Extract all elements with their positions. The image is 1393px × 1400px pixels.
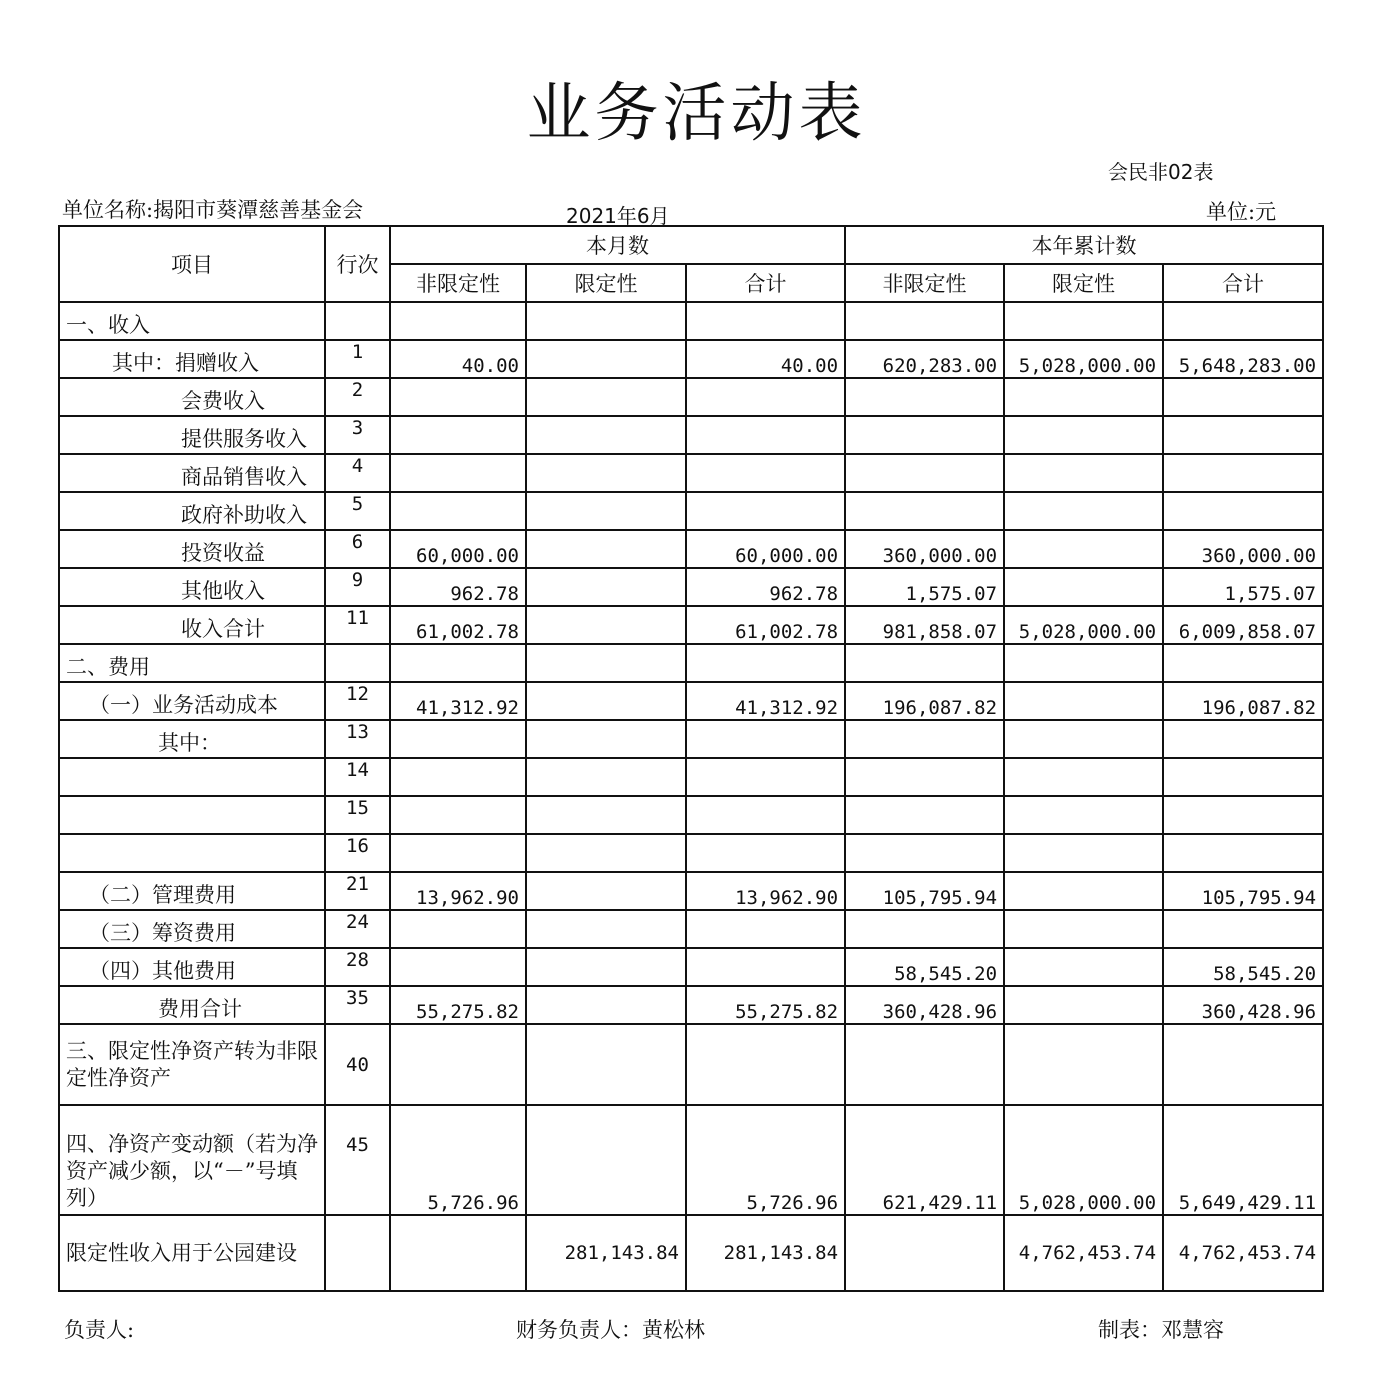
- cell-ytd-unrestricted: [845, 834, 1004, 872]
- cell-ytd-total: 5,649,429.11: [1163, 1105, 1323, 1215]
- row-number: 1: [325, 340, 390, 378]
- table-row: [59, 682, 1323, 720]
- row-item-label: [59, 796, 325, 834]
- cell-ytd-restricted: [1004, 1024, 1163, 1105]
- table-row: [59, 378, 1323, 416]
- cell-ytd-total: [1163, 644, 1323, 682]
- cell-ytd-total: 360,000.00: [1163, 530, 1323, 568]
- cell-month-total: 41,312.92: [686, 682, 845, 720]
- cell-ytd-unrestricted: [845, 796, 1004, 834]
- row-item-label: 二、费用: [59, 644, 325, 682]
- cell-month-unrestricted: [390, 834, 526, 872]
- row-number: 5: [325, 492, 390, 530]
- cell-ytd-restricted: 5,028,000.00: [1004, 340, 1163, 378]
- row-item-label: 商品销售收入: [59, 454, 325, 492]
- table-row: [59, 302, 1323, 340]
- cell-month-unrestricted: 60,000.00: [390, 530, 526, 568]
- table-row: [59, 340, 1323, 378]
- cell-ytd-restricted: 4,762,453.74: [1004, 1215, 1163, 1291]
- row-number: 11: [325, 606, 390, 644]
- row-item-label: 收入合计: [59, 606, 325, 644]
- header-row-no: 行次: [325, 226, 390, 302]
- row-number: 16: [325, 834, 390, 872]
- cell-month-restricted: 281,143.84: [526, 1215, 686, 1291]
- cell-ytd-total: 1,575.07: [1163, 568, 1323, 606]
- row-number: 6: [325, 530, 390, 568]
- row-number: 40: [325, 1024, 390, 1105]
- cell-ytd-restricted: [1004, 910, 1163, 948]
- cell-ytd-restricted: [1004, 872, 1163, 910]
- cell-ytd-total: [1163, 1024, 1323, 1105]
- cell-ytd-total: 4,762,453.74: [1163, 1215, 1323, 1291]
- cell-month-unrestricted: 13,962.90: [390, 872, 526, 910]
- cell-month-unrestricted: [390, 948, 526, 986]
- cell-ytd-unrestricted: [845, 1024, 1004, 1105]
- cell-ytd-restricted: [1004, 948, 1163, 986]
- row-item-label: 投资收益: [59, 530, 325, 568]
- activity-table: [58, 225, 1324, 1292]
- row-number: 9: [325, 568, 390, 606]
- cell-ytd-restricted: [1004, 416, 1163, 454]
- cell-month-total: [686, 302, 845, 340]
- table-row: [59, 834, 1323, 872]
- cell-month-total: [686, 948, 845, 986]
- cell-ytd-total: [1163, 834, 1323, 872]
- cell-ytd-restricted: 5,028,000.00: [1004, 606, 1163, 644]
- cell-month-unrestricted: [390, 454, 526, 492]
- row-item-label: 费用合计: [59, 986, 325, 1024]
- cell-month-unrestricted: 5,726.96: [390, 1105, 526, 1215]
- cell-month-restricted: [526, 1024, 686, 1105]
- cell-month-restricted: [526, 986, 686, 1024]
- table-row: [59, 758, 1323, 796]
- table-row: [59, 1024, 1323, 1105]
- table-row: [59, 948, 1323, 986]
- row-number: 24: [325, 910, 390, 948]
- cell-month-unrestricted: [390, 302, 526, 340]
- cell-ytd-restricted: [1004, 378, 1163, 416]
- row-number: 14: [325, 758, 390, 796]
- cell-ytd-restricted: 5,028,000.00: [1004, 1105, 1163, 1215]
- cell-month-unrestricted: [390, 758, 526, 796]
- cell-month-restricted: [526, 644, 686, 682]
- row-item-label: 政府补助收入: [59, 492, 325, 530]
- cell-ytd-unrestricted: 58,545.20: [845, 948, 1004, 986]
- cell-month-total: [686, 910, 845, 948]
- table-row: [59, 606, 1323, 644]
- cell-month-total: [686, 1024, 845, 1105]
- row-number: 35: [325, 986, 390, 1024]
- table-row: [59, 492, 1323, 530]
- report-period: 2021年6月: [566, 204, 670, 228]
- cell-month-unrestricted: [390, 910, 526, 948]
- cell-ytd-restricted: [1004, 302, 1163, 340]
- header-ytd-unrestricted: 非限定性: [845, 264, 1004, 302]
- row-number: [325, 302, 390, 340]
- cell-month-total: [686, 492, 845, 530]
- row-number: 15: [325, 796, 390, 834]
- cell-month-total: [686, 834, 845, 872]
- cell-ytd-restricted: [1004, 682, 1163, 720]
- cell-month-total: [686, 720, 845, 758]
- cell-month-restricted: [526, 454, 686, 492]
- cell-month-total: [686, 758, 845, 796]
- header-ytd-group: 本年累计数: [845, 226, 1323, 264]
- cell-ytd-total: [1163, 720, 1323, 758]
- cell-ytd-unrestricted: [845, 492, 1004, 530]
- cell-ytd-total: [1163, 910, 1323, 948]
- preparer: 制表：邓慧容: [1098, 1318, 1224, 1342]
- row-item-label: 会费收入: [59, 378, 325, 416]
- cell-month-unrestricted: 962.78: [390, 568, 526, 606]
- cell-month-restricted: [526, 796, 686, 834]
- cell-month-total: 55,275.82: [686, 986, 845, 1024]
- cell-month-total: [686, 378, 845, 416]
- cell-ytd-unrestricted: [845, 720, 1004, 758]
- cell-ytd-total: [1163, 796, 1323, 834]
- cell-month-total: 61,002.78: [686, 606, 845, 644]
- row-item-label: 其中：: [59, 720, 325, 758]
- cell-month-restricted: [526, 948, 686, 986]
- cell-month-restricted: [526, 302, 686, 340]
- cell-month-unrestricted: [390, 1024, 526, 1105]
- cell-ytd-total: [1163, 302, 1323, 340]
- row-item-label: [59, 758, 325, 796]
- header-ytd-restricted: 限定性: [1004, 264, 1163, 302]
- cell-month-total: 962.78: [686, 568, 845, 606]
- cell-ytd-restricted: [1004, 492, 1163, 530]
- cell-month-unrestricted: [390, 378, 526, 416]
- cell-ytd-unrestricted: [845, 454, 1004, 492]
- row-item-label: 一、收入: [59, 302, 325, 340]
- table-row: [59, 796, 1323, 834]
- cell-ytd-restricted: [1004, 796, 1163, 834]
- row-item-label: （三）筹资费用: [59, 910, 325, 948]
- cell-ytd-unrestricted: 360,428.96: [845, 986, 1004, 1024]
- form-code: 会民非02表: [1108, 160, 1214, 184]
- cell-month-total: 60,000.00: [686, 530, 845, 568]
- header-month-group: 本月数: [390, 226, 845, 264]
- cell-ytd-restricted: [1004, 454, 1163, 492]
- row-item-label: 其他收入: [59, 568, 325, 606]
- cell-month-total: 281,143.84: [686, 1215, 845, 1291]
- finance-head: 财务负责人：黄松林: [516, 1318, 705, 1342]
- cell-ytd-unrestricted: 620,283.00: [845, 340, 1004, 378]
- cell-month-unrestricted: 55,275.82: [390, 986, 526, 1024]
- cell-ytd-unrestricted: [845, 302, 1004, 340]
- cell-ytd-total: 5,648,283.00: [1163, 340, 1323, 378]
- cell-ytd-restricted: [1004, 644, 1163, 682]
- header-month-unrestricted: 非限定性: [390, 264, 526, 302]
- cell-month-restricted: [526, 416, 686, 454]
- cell-ytd-unrestricted: [845, 644, 1004, 682]
- cell-ytd-total: 196,087.82: [1163, 682, 1323, 720]
- cell-ytd-total: [1163, 416, 1323, 454]
- table-row: [59, 872, 1323, 910]
- row-item-label: （四）其他费用: [59, 948, 325, 986]
- cell-ytd-restricted: [1004, 568, 1163, 606]
- cell-month-total: [686, 416, 845, 454]
- header-ytd-total: 合计: [1163, 264, 1323, 302]
- row-item-label: （一）业务活动成本: [59, 682, 325, 720]
- cell-month-unrestricted: 40.00: [390, 340, 526, 378]
- table-row: [59, 720, 1323, 758]
- cell-ytd-total: [1163, 758, 1323, 796]
- unit-name: 单位名称:揭阳市葵潭慈善基金会: [62, 198, 364, 222]
- table-row: [59, 910, 1323, 948]
- row-number: [325, 644, 390, 682]
- table-row: [59, 530, 1323, 568]
- cell-month-total: [686, 796, 845, 834]
- row-item-label: [59, 834, 325, 872]
- cell-ytd-total: [1163, 492, 1323, 530]
- header-item: 项目: [59, 226, 325, 302]
- cell-ytd-unrestricted: 621,429.11: [845, 1105, 1004, 1215]
- row-number: 4: [325, 454, 390, 492]
- cell-month-total: 40.00: [686, 340, 845, 378]
- table-row: [59, 1215, 1323, 1291]
- cell-ytd-unrestricted: 360,000.00: [845, 530, 1004, 568]
- cell-month-restricted: [526, 872, 686, 910]
- cell-ytd-total: 6,009,858.07: [1163, 606, 1323, 644]
- cell-ytd-unrestricted: 105,795.94: [845, 872, 1004, 910]
- cell-month-total: 5,726.96: [686, 1105, 845, 1215]
- row-item-label: 提供服务收入: [59, 416, 325, 454]
- cell-month-unrestricted: [390, 720, 526, 758]
- cell-ytd-unrestricted: 981,858.07: [845, 606, 1004, 644]
- header-month-total: 合计: [686, 264, 845, 302]
- cell-month-unrestricted: [390, 492, 526, 530]
- cell-ytd-total: 58,545.20: [1163, 948, 1323, 986]
- cell-month-unrestricted: [390, 1215, 526, 1291]
- cell-ytd-restricted: [1004, 834, 1163, 872]
- cell-month-restricted: [526, 758, 686, 796]
- row-number: 21: [325, 872, 390, 910]
- cell-ytd-total: 105,795.94: [1163, 872, 1323, 910]
- report-title: 业务活动表: [526, 77, 867, 151]
- currency-unit: 单位:元: [1206, 200, 1277, 224]
- cell-month-restricted: [526, 492, 686, 530]
- row-number: 3: [325, 416, 390, 454]
- responsible-person: 负责人:: [64, 1318, 135, 1342]
- cell-month-unrestricted: 61,002.78: [390, 606, 526, 644]
- cell-month-restricted: [526, 568, 686, 606]
- cell-month-unrestricted: [390, 416, 526, 454]
- cell-month-unrestricted: [390, 644, 526, 682]
- row-item-label: 其中：捐赠收入: [59, 340, 325, 378]
- cell-ytd-unrestricted: [845, 416, 1004, 454]
- cell-ytd-restricted: [1004, 720, 1163, 758]
- cell-month-total: 13,962.90: [686, 872, 845, 910]
- row-number: 45: [325, 1105, 390, 1215]
- cell-ytd-unrestricted: 1,575.07: [845, 568, 1004, 606]
- cell-ytd-restricted: [1004, 530, 1163, 568]
- cell-month-restricted: [526, 834, 686, 872]
- cell-ytd-restricted: [1004, 758, 1163, 796]
- table-row: [59, 644, 1323, 682]
- table-row: [59, 568, 1323, 606]
- cell-ytd-unrestricted: [845, 1215, 1004, 1291]
- cell-ytd-unrestricted: [845, 758, 1004, 796]
- table-row: [59, 986, 1323, 1024]
- row-item-label: （二）管理费用: [59, 872, 325, 910]
- row-number: [325, 1215, 390, 1291]
- cell-month-restricted: [526, 720, 686, 758]
- cell-month-restricted: [526, 910, 686, 948]
- cell-ytd-unrestricted: [845, 910, 1004, 948]
- table-row: [59, 416, 1323, 454]
- cell-month-restricted: [526, 530, 686, 568]
- row-number: 2: [325, 378, 390, 416]
- cell-month-total: [686, 454, 845, 492]
- cell-ytd-restricted: [1004, 986, 1163, 1024]
- table-row: [59, 454, 1323, 492]
- cell-ytd-unrestricted: 196,087.82: [845, 682, 1004, 720]
- cell-ytd-total: [1163, 378, 1323, 416]
- row-item-label: 四、净资产变动额（若为净资产减少额，以“－”号填列）: [59, 1105, 325, 1215]
- row-item-label: 三、限定性净资产转为非限定性净资产: [59, 1024, 325, 1105]
- row-number: 28: [325, 948, 390, 986]
- cell-month-restricted: [526, 606, 686, 644]
- cell-ytd-total: 360,428.96: [1163, 986, 1323, 1024]
- cell-ytd-total: [1163, 454, 1323, 492]
- row-item-label: 限定性收入用于公园建设: [59, 1215, 325, 1291]
- cell-ytd-unrestricted: [845, 378, 1004, 416]
- cell-month-restricted: [526, 1105, 686, 1215]
- cell-month-restricted: [526, 682, 686, 720]
- row-number: 13: [325, 720, 390, 758]
- cell-month-unrestricted: 41,312.92: [390, 682, 526, 720]
- cell-month-restricted: [526, 340, 686, 378]
- table-row: [59, 1105, 1323, 1215]
- header-month-restricted: 限定性: [526, 264, 686, 302]
- cell-month-restricted: [526, 378, 686, 416]
- cell-month-total: [686, 644, 845, 682]
- cell-month-unrestricted: [390, 796, 526, 834]
- row-number: 12: [325, 682, 390, 720]
